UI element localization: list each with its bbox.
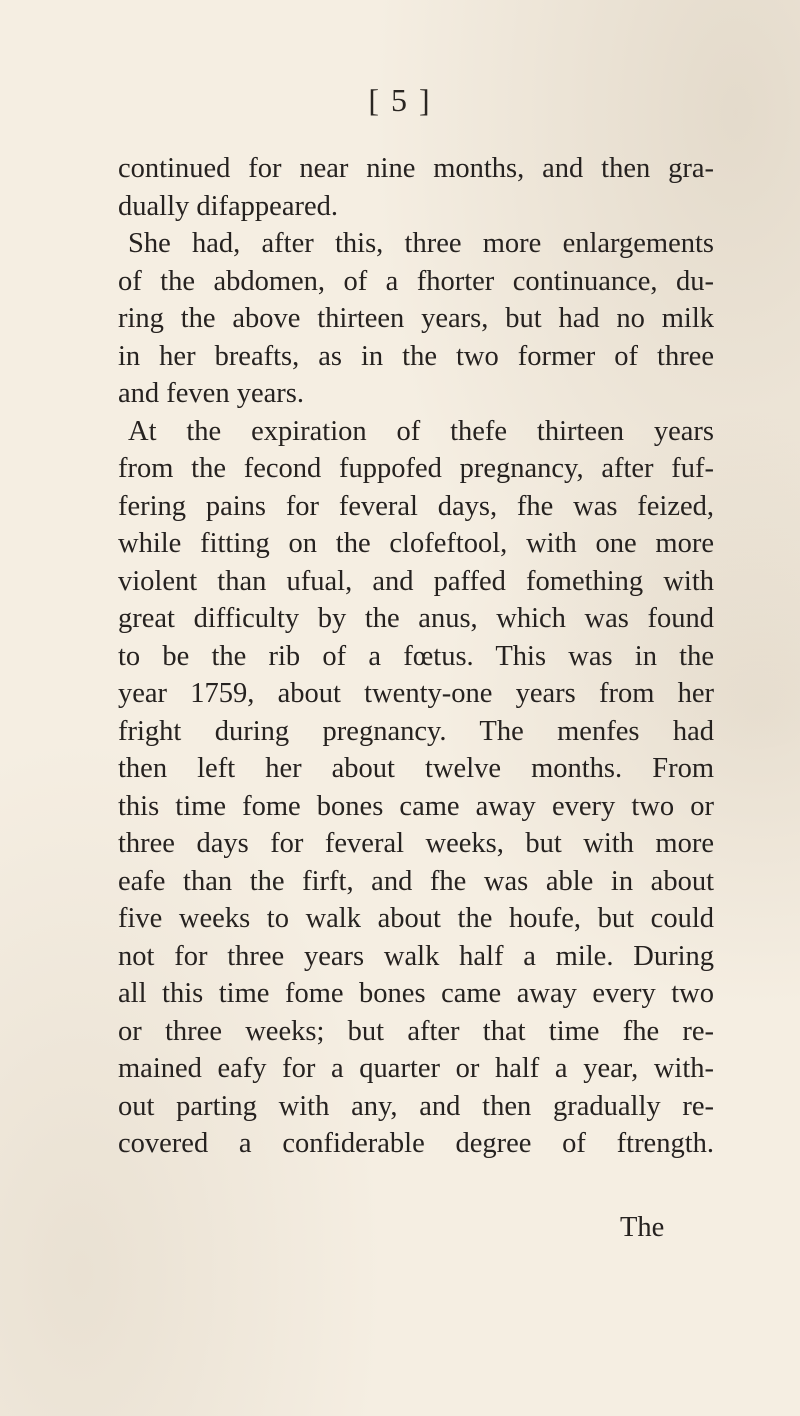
text-line: fering pains for feveral days, fhe was feized, [118,490,714,522]
body-text [118,150,714,1163]
catchword: The [620,1212,665,1243]
text-line: mained eafy for a quarter or half a year, with- [118,1053,714,1084]
text-line: of the abdomen, of a fhorter continuance, du- [118,265,714,297]
text-line: to be the rib of a fœtus. This was in the [118,640,714,672]
page-number: [ 5 ] [368,82,432,118]
text-line: She had, after this, three more enlargements [128,228,714,259]
text-line: three days for feveral weeks, but with more [118,828,714,859]
text-line: then left her about twelve months. From [118,753,714,784]
text-line: ring the above thirteen years, but had no milk [118,303,714,334]
text-line: five weeks to walk about the houfe, but could [118,903,714,934]
text-line: this time fome bones came away every two or [118,790,714,822]
text-line: while fitting on the clofeftool, with one more [118,528,714,559]
text-line: At the expiration of thefe thirteen years [128,415,714,447]
text-line: dually difappeared. [118,190,338,222]
text-line: eafe than the firft, and fhe was able in about [118,865,714,897]
text-line: continued for near nine months, and then gra- [118,153,714,184]
text-line: all this time fome bones came away every two [118,978,714,1009]
text-line: year 1759, about twenty-one years from her [118,678,714,709]
text-line: from the fecond fuppofed pregnancy, after fuf- [118,453,714,484]
text-line: fright during pregnancy. The menfes had [118,715,714,747]
text-line: covered a confiderable degree of ftrength. [118,1128,714,1159]
text-line: great difficulty by the anus, which was found [118,603,714,634]
text-line: violent than ufual, and paffed fomething with [118,565,714,597]
text-line: or three weeks; but after that time fhe re- [118,1015,714,1047]
text-line: and feven years. [118,378,304,409]
text-line: not for three years walk half a mile. During [118,940,714,972]
text-line: out parting with any, and then gradually re- [118,1090,714,1122]
text-line: in her breafts, as in the two former of three [118,340,714,372]
